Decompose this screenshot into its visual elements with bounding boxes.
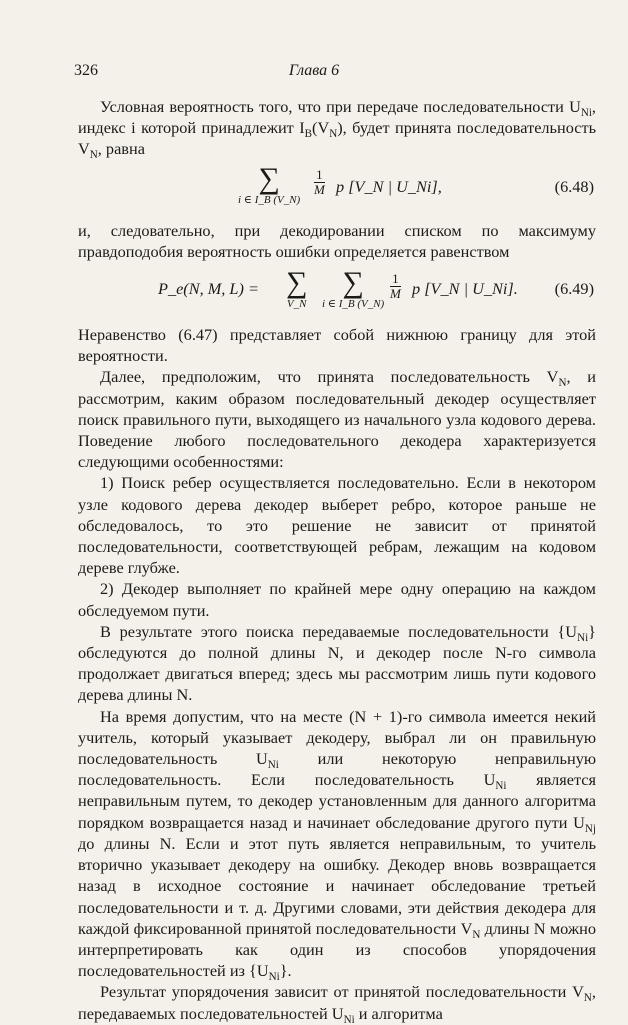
sum-symbol: ∑ V_N — [286, 266, 308, 311]
formula-body: p [V_N | U_Ni], — [336, 176, 442, 196]
paragraph: и, следовательно, при декодировании списком по максимуму правдоподобия вероятность ошибки определяется равенством — [78, 220, 596, 261]
equation-6-49 — [78, 264, 596, 322]
body-text — [78, 96, 596, 1024]
sum-symbol: ∑ i ∈ I_B (V_N) — [238, 161, 301, 206]
paragraph: На время допустим, что на месте (N + 1)-го символа имеется некий учитель, который указывает декодеру, выбрал ли он правильную последовательность $U_{Ni}$ или некоторую неправильную последовательность. Если последовательность $U_{Ni}$ является неправильным путем, то декодер установленным для данного алгоритма порядком возвращается назад и начинает обследование другого пути $U_{Nj}$ до длины N. Если и этот путь является неправильным, то учитель вторично указывает декодеру на ошибку. Декодер вновь возвращается назад в исходное состояние и начинает обследование третьей последовательности и т. д. Другими словами, эти действия декодера для каждой фиксированной принятой последовательности $V_N$ длины N можно интерпретировать как один из способов упорядочения последовательностей из $\{U_{Ni}\}$. — [78, 706, 597, 983]
paragraph: Далее, предположим, что принята последовательность $V_N$, и рассмотрим, каким образом последовательный декодер осуществляет поиск правильного пути, выходящего из начального узла кодового дерева. Поведение любого последовательного декодера характеризуется следующими особенностями: — [78, 367, 596, 472]
paragraph: Неравенство (6.47) представляет собой нижнюю границу для этой вероятности. — [78, 325, 596, 366]
formula-body: p [V_N | U_Ni]. — [412, 279, 518, 299]
paragraph: 1) Поиск ребер осуществляется последовательно. Если в некотором узле кодового дерева декодер выберет ребро, которое раньше не обследовалось, то это решение не зависит от принятой последовательности, соответствующей ребрам, лежащим на кодовом дереве глубже. — [78, 473, 596, 578]
equation-number: (6.49) — [554, 279, 594, 299]
paragraph: В результате этого поиска передаваемые последовательности $\{U_{Ni}\}$ обследуются до полной длины N, и декодер после N-го символа продолжает двигаться вперед; здесь мы рассмотрим лишь пути кодового дерева длины N. — [78, 621, 596, 705]
paragraph: Условная вероятность того, что при передаче последовательности $U_{Ni}$, индекс i которой принадлежит $I_B(V_N)$, будет принята последовательность $V_N$, равна — [78, 97, 597, 162]
page-number: 326 — [74, 62, 98, 79]
sum-subscript: i ∈ I_B (V_N) — [238, 193, 301, 206]
chapter-title: Глава 6 — [288, 62, 340, 79]
running-header — [0, 62, 628, 84]
paragraph: 2) Декодер выполняет по крайней мере одну операцию на каждом обследуемом пути. — [78, 579, 596, 620]
sum-symbol: ∑ i ∈ I_B (V_N) — [322, 266, 385, 311]
equation-number: (6.48) — [554, 176, 594, 196]
fraction: $\frac{1}{M}$ — [390, 271, 401, 302]
paragraph: Результат упорядочения зависит от принятой последовательности $V_N$, передаваемых последовательностей $U_{Ni}$ и алгоритма — [78, 982, 596, 1025]
fraction: $\frac{1}{M}$ — [314, 166, 325, 197]
formula-lhs: P_e(N, M, L) = — [158, 279, 259, 299]
equation-6-48 — [78, 162, 596, 218]
